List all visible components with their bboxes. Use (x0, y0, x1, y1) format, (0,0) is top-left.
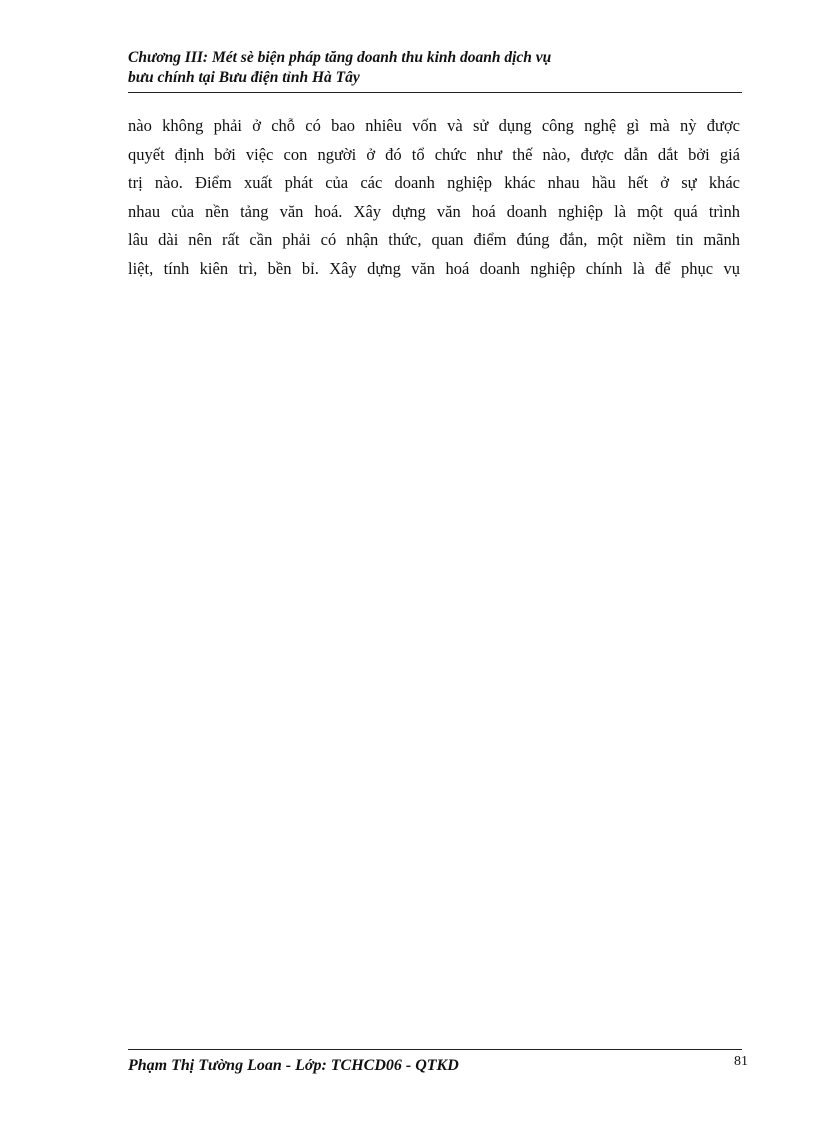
footer-author: Phạm Thị Tường Loan - Lớp: TCHCD06 - QTKD (128, 1057, 459, 1074)
body-line-6: liệt, tính kiên trì, bền bỉ. Xây dựng văn hoá doanh nghiệp chính là để phục vụ (128, 258, 740, 278)
body-paragraph (128, 112, 740, 284)
running-header (128, 48, 742, 93)
page-number: 81 (734, 1054, 748, 1069)
body-line-1: nào không phải ở chỗ có bao nhiêu vốn và sử dụng công nghệ gì mà nỳ được (128, 116, 740, 135)
header-title-line-2: bưu chính tại Bưu điện tỉnh Hà Tây (128, 69, 360, 86)
header-title-line-1: Chương III: Mét sè biện pháp tăng doanh thu kinh doanh dịch vụ (128, 49, 552, 66)
body-line-3: trị nào. Điểm xuất phát của các doanh nghiệp khác nhau hầu hết ở sự khác (128, 173, 740, 193)
body-line-5: lâu dài nên rất cần phải có nhận thức, quan điểm đúng đắn, một niềm tin mãnh (128, 230, 740, 250)
body-line-2: quyết định bởi việc con người ở đó tổ chức như thế nào, được dẫn dắt bởi giá (128, 144, 740, 164)
footer-divider (128, 1049, 742, 1050)
body-line-4: nhau của nền tảng văn hoá. Xây dựng văn hoá doanh nghiệp là một quá trình (128, 201, 740, 221)
